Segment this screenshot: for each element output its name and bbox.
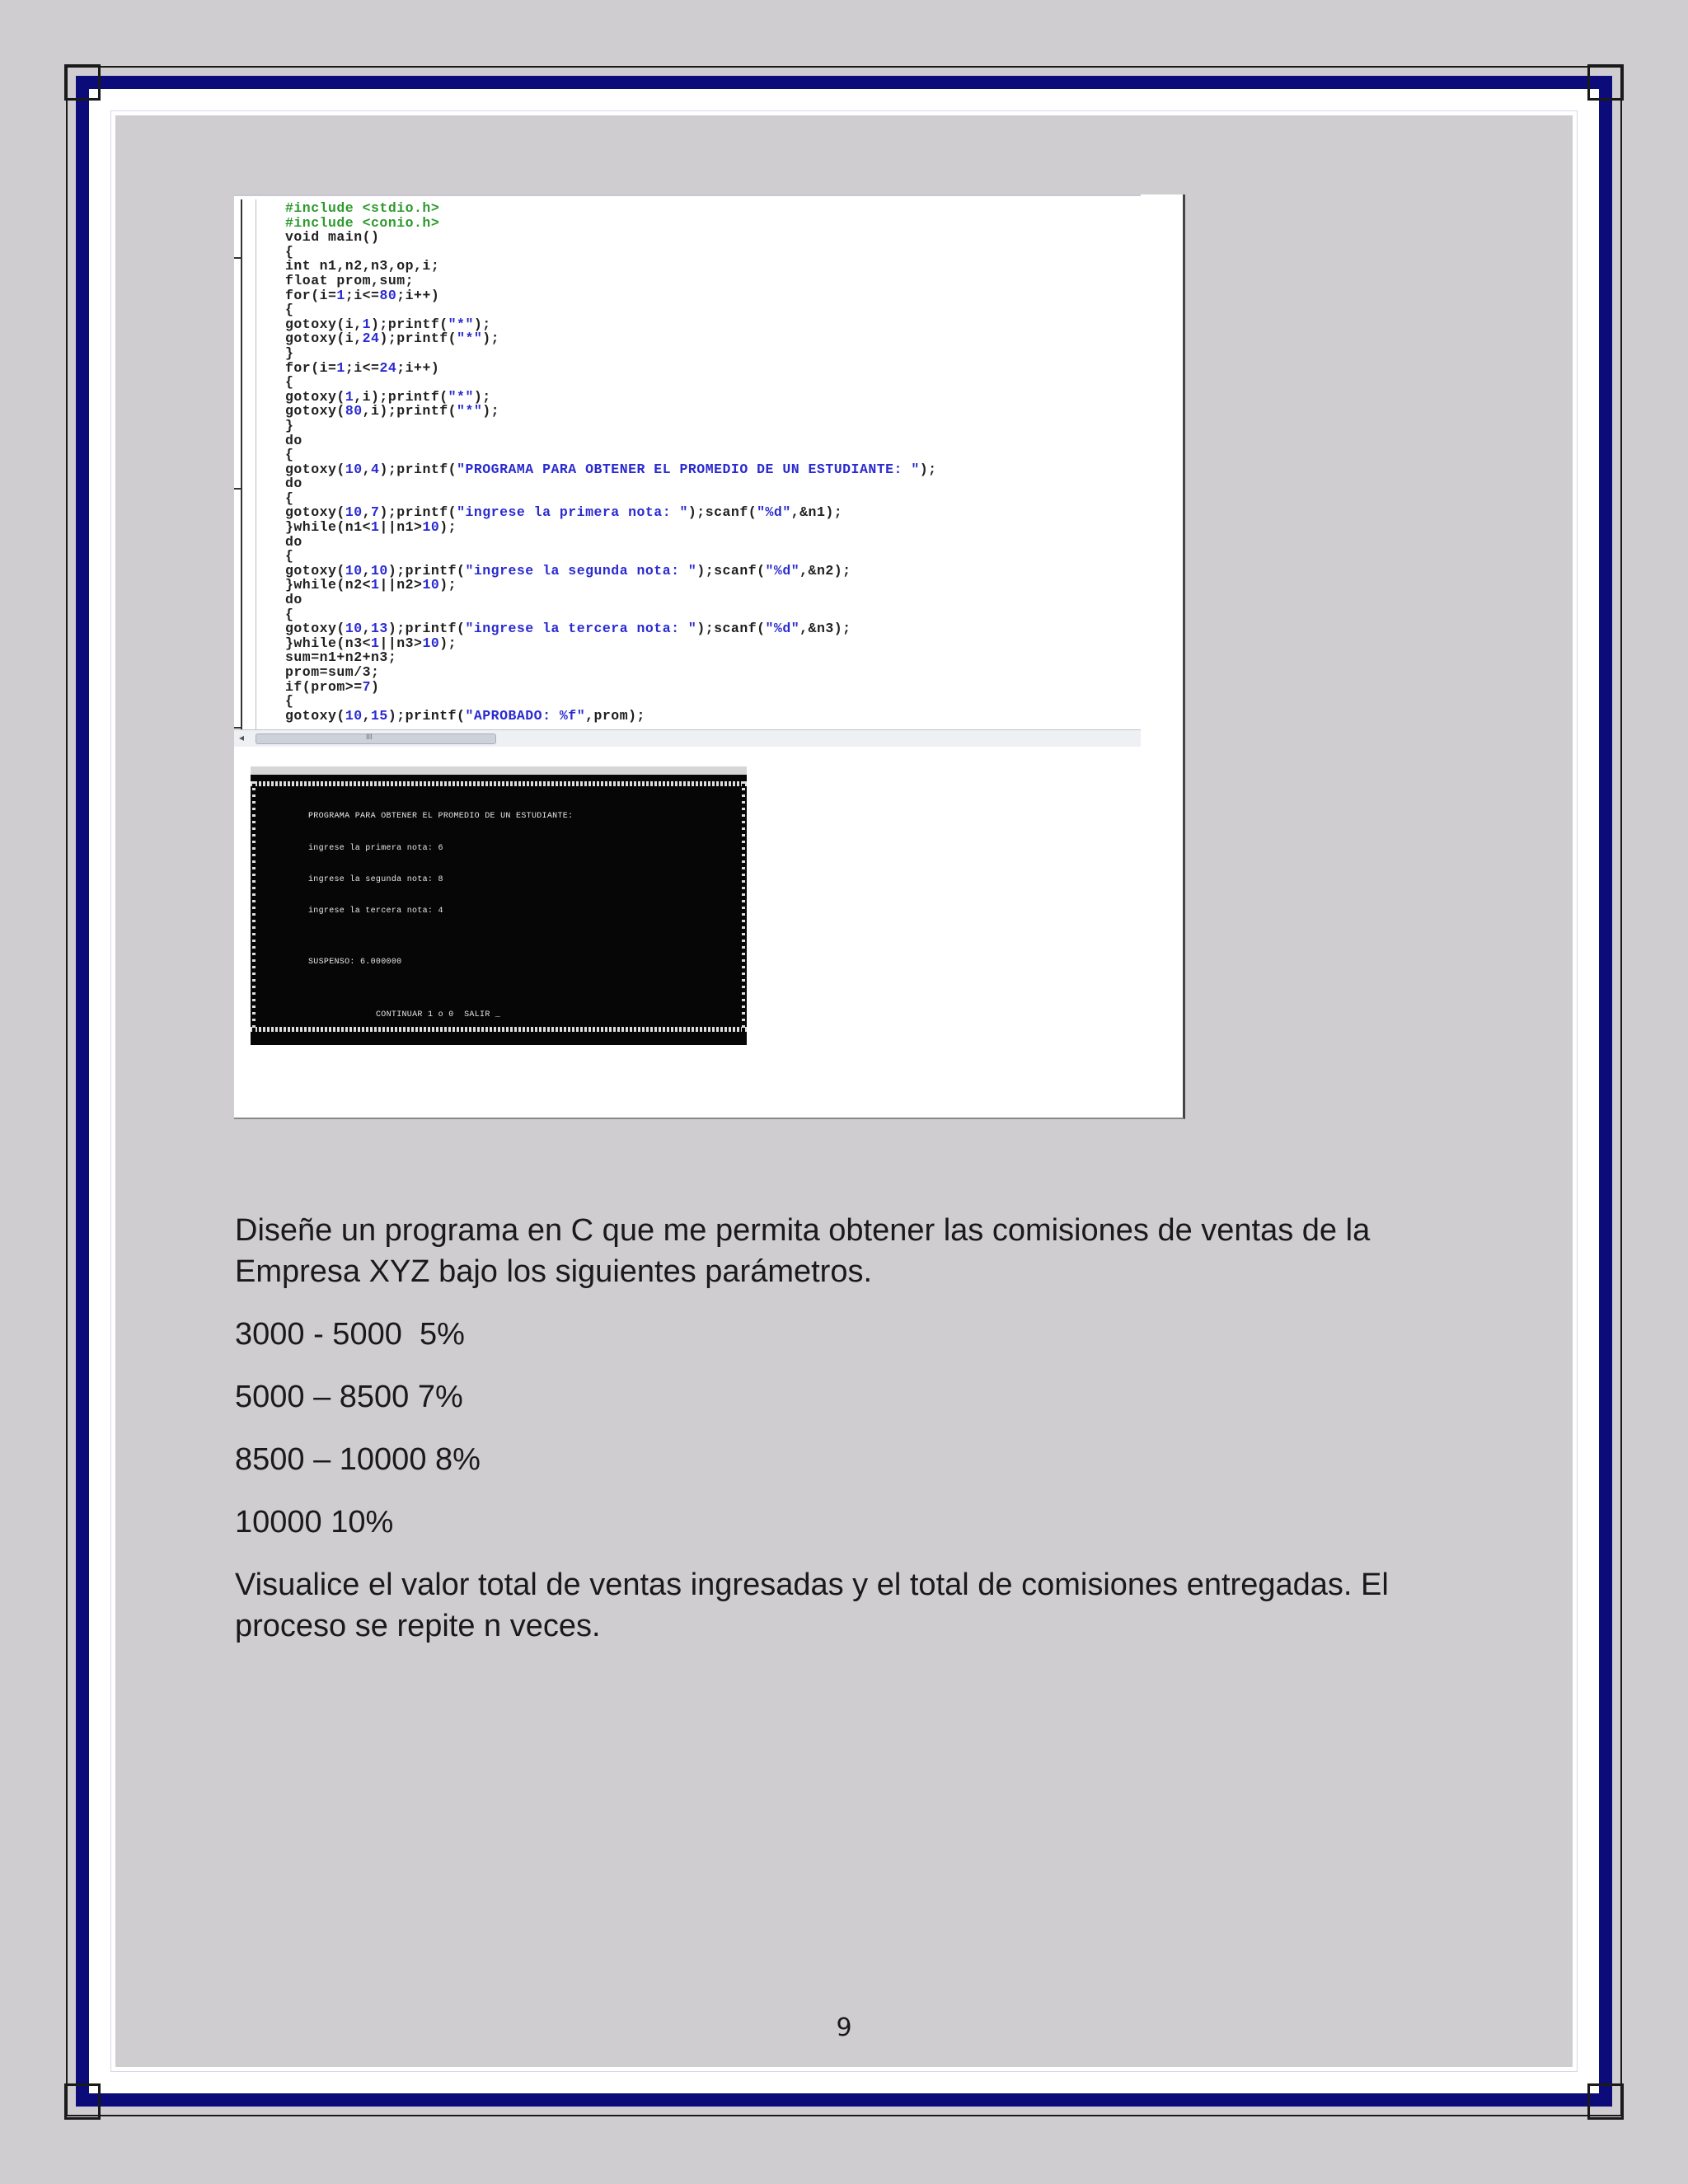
code-line: gotoxy(10,7);printf("ingrese la primera nota: ");scanf("%d",&n1); <box>285 504 843 521</box>
corner-ornament-bottom-right <box>1587 2083 1624 2120</box>
commission-range-1: 3000 - 5000 5% <box>235 1317 465 1352</box>
console-star-border-right <box>742 781 745 1032</box>
code-line: gotoxy(1,i);printf("*"); <box>285 388 491 405</box>
gutter-fold-mark <box>234 727 241 729</box>
gutter-fold-mark <box>234 488 241 490</box>
code-line: prom=sum/3; <box>285 664 380 680</box>
code-line: { <box>285 447 294 463</box>
code-line: gotoxy(80,i);printf("*"); <box>285 403 500 419</box>
exercise-text <box>235 1210 1471 1668</box>
code-line: do <box>285 533 302 550</box>
code-line: gotoxy(i,24);printf("*"); <box>285 330 500 347</box>
code-line: do <box>285 432 302 448</box>
code-line: gotoxy(10,15);printf("APROBADO: %f",prom); <box>285 707 645 724</box>
console-output-window <box>251 766 747 1045</box>
console-prompt-second: ingrese la segunda nota: 8 <box>308 875 443 884</box>
exercise-output-requirement: Visualice el valor total de ventas ingresadas y el total de comisiones entregadas. El proceso se repite n veces. <box>235 1568 1389 1643</box>
code-line: { <box>285 243 294 260</box>
code-line: }while(n3<1||n3>10); <box>285 635 457 651</box>
editor-horizontal-scrollbar[interactable] <box>234 729 1141 747</box>
console-prompt-first: ingrese la primera nota: 6 <box>308 844 443 853</box>
code-line: float prom,sum; <box>285 272 415 288</box>
code-line: for(i=1;i<=24;i++) <box>285 359 440 376</box>
commission-range-2: 5000 – 8500 7% <box>235 1380 463 1414</box>
code-line: gotoxy(10,13);printf("ingrese la tercera nota: ");scanf("%d",&n3); <box>285 621 851 637</box>
code-line: if(prom>=7) <box>285 678 380 695</box>
console-prompt-third: ingrese la tercera nota: 4 <box>308 907 443 916</box>
code-line: { <box>285 548 294 565</box>
corner-ornament-bottom-left <box>64 2083 101 2120</box>
code-line: #include <stdio.h> <box>285 200 440 216</box>
console-title: PROGRAMA PARA OBTENER EL PROMEDIO DE UN ESTUDIANTE: <box>308 812 574 821</box>
code-line: do <box>285 592 302 608</box>
code-line: } <box>285 417 294 434</box>
commission-range-3: 8500 – 10000 8% <box>235 1442 481 1477</box>
exercise-statement: Diseñe un programa en C que me permita obtener las comisiones de ventas de la Empresa XYZ bajo los siguientes parámetros. <box>235 1213 1371 1289</box>
code-line: int n1,n2,n3,op,i; <box>285 258 440 274</box>
code-line: #include <conio.h> <box>285 214 440 231</box>
code-line: gotoxy(10,4);printf("PROGRAMA PARA OBTENER EL PROMEDIO DE UN ESTUDIANTE: "); <box>285 461 937 477</box>
code-line: { <box>285 302 294 318</box>
code-line: } <box>285 344 294 361</box>
code-line: sum=n1+n2+n3; <box>285 649 397 666</box>
console-star-border-left <box>252 781 256 1032</box>
code-line: { <box>285 606 294 622</box>
console-continue-prompt: CONTINUAR 1 o 0 SALIR _ <box>376 1010 501 1019</box>
page-number: 9 <box>836 2013 852 2042</box>
code-editor <box>234 194 1141 747</box>
console-star-border-top <box>251 781 747 786</box>
gutter-fold-mark <box>234 257 241 259</box>
code-listing <box>285 201 937 723</box>
editor-gutter <box>241 199 256 735</box>
console-result: SUSPENSO: 6.000000 <box>308 958 402 967</box>
code-line: { <box>285 490 294 506</box>
code-line: void main() <box>285 229 380 246</box>
code-line: }while(n2<1||n2>10); <box>285 577 457 593</box>
scrollbar-grip-mark: III <box>366 733 373 741</box>
code-line: gotoxy(i,1);printf("*"); <box>285 316 491 332</box>
code-line: { <box>285 374 294 391</box>
code-line: for(i=1;i<=80;i++) <box>285 287 440 303</box>
corner-ornament-top-right <box>1587 64 1624 101</box>
commission-range-4: 10000 10% <box>235 1505 394 1540</box>
code-line: { <box>285 693 294 710</box>
code-line: }while(n1<1||n1>10); <box>285 519 457 536</box>
console-star-border-bottom <box>251 1027 747 1032</box>
code-line: do <box>285 476 302 492</box>
code-screenshot-figure <box>234 194 1185 1119</box>
scrollbar-thumb[interactable] <box>256 733 496 744</box>
scroll-left-arrow-icon[interactable]: ◂ <box>239 732 245 743</box>
code-line: gotoxy(10,10);printf("ingrese la segunda nota: ");scanf("%d",&n2); <box>285 562 851 579</box>
corner-ornament-top-left <box>64 64 101 101</box>
